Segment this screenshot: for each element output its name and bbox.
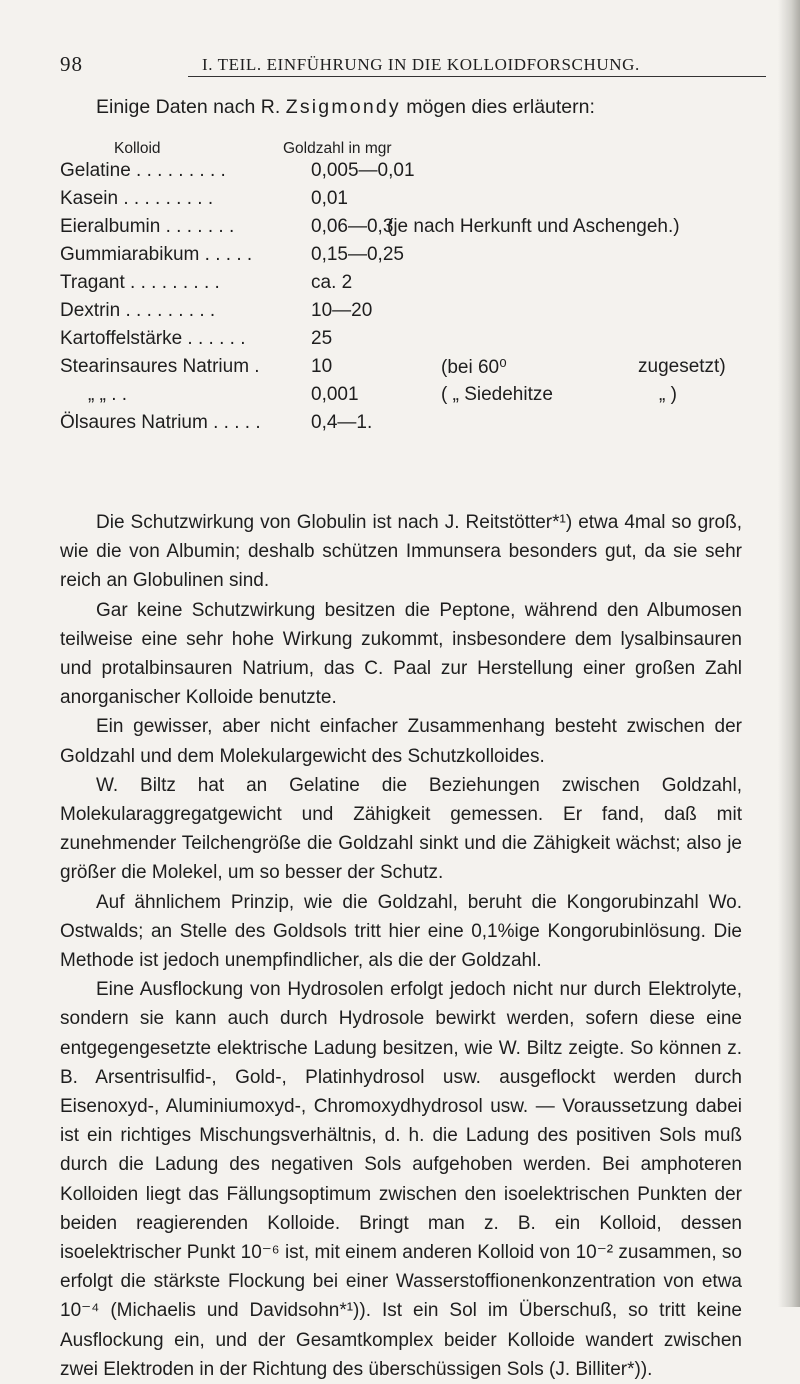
table-row xyxy=(60,300,760,328)
row-name: Gelatine . . . . . . . . . xyxy=(60,160,226,181)
page-edge-shadow xyxy=(778,0,800,1307)
row-value: 0,06—0,3 xyxy=(311,216,394,237)
table-row xyxy=(60,412,760,440)
page-number: 98 xyxy=(60,52,83,76)
table-row xyxy=(60,328,760,356)
row-name: Tragant . . . . . . . . . xyxy=(60,272,220,293)
row-value: 0,001 xyxy=(311,384,359,405)
paragraph: W. Biltz hat an Gelatine die Beziehungen zwischen Goldzahl, Molekularaggregatgewicht und Zähigkeit gemessen. Er fand, daß mit zunehmender Teilchengröße die Goldzahl sinkt und die Zähigkeit wächst; also je größer die Molekel, um so besser der Schutz. xyxy=(60,774,742,884)
row-value: 0,4—1. xyxy=(311,412,373,433)
row-name: Kasein . . . . . . . . . xyxy=(60,188,214,209)
table-row xyxy=(60,244,760,272)
table-row xyxy=(60,188,760,216)
table-row xyxy=(60,216,760,244)
paragraph: Die Schutzwirkung von Globulin ist nach J. Reitstötter*¹) etwa 4mal so groß, wie die von Albumin; deshalb schützen Immunsera besonders gut, da sie sehr reich an Globulinen sind. xyxy=(60,512,742,592)
row-value: 0,01 xyxy=(311,188,348,209)
row-name: Stearinsaures Natrium . xyxy=(60,356,260,377)
row-name: Eieralbumin . . . . . . . xyxy=(60,216,235,237)
row-value: 10—20 xyxy=(311,300,373,321)
row-value: 25 xyxy=(311,328,333,349)
intro-before: Einige Daten nach R. xyxy=(96,96,286,118)
row-note: ( „ Siedehitze xyxy=(441,384,553,405)
running-head: I. TEIL. EINFÜHRUNG IN DIE KOLLOIDFORSCHUNG. xyxy=(202,55,640,74)
row-note: (bei 60⁰ xyxy=(441,357,507,378)
intro-author: Zsigmondy xyxy=(285,96,401,118)
row-value: 10 xyxy=(311,356,333,377)
table-row xyxy=(60,356,760,384)
row-name: Kartoffelstärke . . . . . . xyxy=(60,328,246,349)
header-rule xyxy=(188,76,766,77)
table-row xyxy=(60,160,760,188)
row-value: 0,15—0,25 xyxy=(311,244,404,265)
col-header-goldzahl: Goldzahl in mgr xyxy=(283,140,392,157)
row-note: zugesetzt) xyxy=(638,356,726,377)
page-header xyxy=(60,52,710,78)
row-note: „ ) xyxy=(659,384,677,405)
row-note: (je nach Herkunft und Aschengeh.) xyxy=(387,216,680,237)
row-value: 0,005—0,01 xyxy=(311,160,415,181)
intro-line xyxy=(96,96,595,119)
paragraph: Gar keine Schutzwirkung besitzen die Peptone, während den Albumosen teilweise eine sehr hohe Wirkung zukommt, insbesondere dem lysalbinsauren und protalbinsauren Natrium, das C. Paal zur Herstellung einer großen Zahl anorganischer Kolloide benutzte. xyxy=(60,599,742,709)
paragraph: Eine Ausflockung von Hydrosolen erfolgt jedoch nicht nur durch Elektrolyte, sondern sie kann auch durch Hydrosole bewirkt werden, sofern diese eine entgegengesetzte elektrische Ladung besitzen, wie W. Biltz zeigte. So können z. B. Arsentrisulfid-, Gold-, Platinhydrosol usw. ausgeflockt werden durch Eisenoxyd-, Aluminiumoxyd-, Chromoxydhydrosol usw. — Voraussetzung dabei ist ein richtiges Mischungsverhältnis, d. h. die Ladung des positiven Sols muß durch die Ladung des negativen Sols aufgehoben werden. Bei amphoteren Kolloiden liegt das Fällungsoptimum zwischen den isoelektrischen Punkten der beiden reagierenden Kolloide. Bringt man z. B. ein Kolloid, dessen isoelektrischer Punkt 10⁻⁶ ist, mit einem anderen Kolloid von 10⁻² zusammen, so erfolgt die stärkste Flockung bei einer Wasserstoffionenkonzentration von etwa 10⁻⁴ (Michaelis und Davidsohn*¹)). Ist ein Sol im Überschuß, so tritt keine Ausflockung ein, und der Gesamtkomplex beider Kolloide wandert zwischen zwei Elektroden in der Richtung des überschüssigen Sols (J. Billiter*)). xyxy=(60,979,742,1380)
row-value: ca. 2 xyxy=(311,272,353,293)
intro-after: mögen dies erläutern: xyxy=(400,96,595,118)
table-row xyxy=(60,272,760,300)
paragraph: Auf ähnlichem Prinzip, wie die Goldzahl, beruht die Kongorubinzahl Wo. Ostwalds; an Stelle des Goldsols tritt hier eine 0,1%ige Kongorubinlösung. Die Methode ist jedoch unempfindlicher, als die der Goldzahl. xyxy=(60,891,742,972)
row-name: Gummiarabikum . . . . . xyxy=(60,244,253,265)
col-header-kolloid: Kolloid xyxy=(114,140,161,157)
body-text xyxy=(60,508,742,1384)
row-name: Dextrin . . . . . . . . . xyxy=(60,300,216,321)
row-name: Ölsaures Natrium . . . . . xyxy=(60,412,261,433)
table-row xyxy=(60,384,760,412)
paragraph: Ein gewisser, aber nicht einfacher Zusammenhang besteht zwischen der Goldzahl und dem Molekulargewicht des Schutzkolloides. xyxy=(60,716,742,767)
row-name: „ „ . . xyxy=(88,384,128,405)
